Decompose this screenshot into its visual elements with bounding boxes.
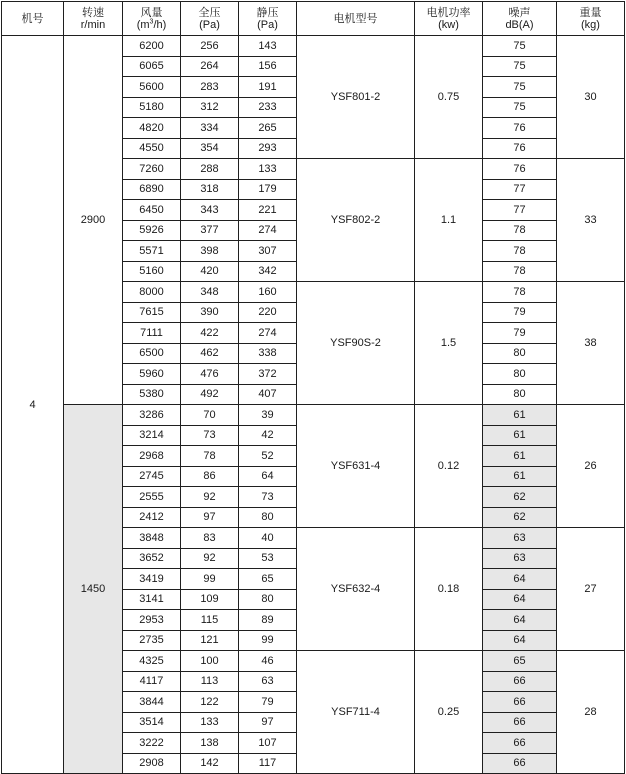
airflow-cell: 3652 — [123, 548, 181, 569]
motor-model-cell: YSF801-2 — [297, 36, 415, 159]
airflow-cell: 8000 — [123, 282, 181, 303]
airflow-cell: 3222 — [123, 733, 181, 754]
static-pressure-cell: 342 — [239, 261, 297, 282]
total-pressure-cell: 420 — [181, 261, 239, 282]
airflow-cell: 2735 — [123, 630, 181, 651]
motor-power-cell: 0.25 — [415, 651, 483, 774]
total-pressure-cell: 334 — [181, 118, 239, 139]
speed-cell: 1450 — [64, 405, 123, 774]
header-noise-label: 噪声 — [508, 6, 531, 19]
header-noise — [483, 2, 557, 36]
header-speed-unit: r/min — [80, 18, 106, 31]
static-pressure-cell: 293 — [239, 138, 297, 159]
noise-cell: 61 — [483, 405, 557, 426]
motor-power-cell: 0.12 — [415, 405, 483, 528]
fan-spec-table — [1, 1, 625, 774]
airflow-cell: 6200 — [123, 36, 181, 57]
noise-cell: 64 — [483, 589, 557, 610]
motor-model-cell: YSF90S-2 — [297, 282, 415, 405]
airflow-cell: 2908 — [123, 753, 181, 774]
noise-cell: 61 — [483, 425, 557, 446]
noise-cell: 78 — [483, 282, 557, 303]
total-pressure-cell: 78 — [181, 446, 239, 467]
noise-cell: 77 — [483, 200, 557, 221]
airflow-cell: 5180 — [123, 97, 181, 118]
static-pressure-cell: 73 — [239, 487, 297, 508]
airflow-cell: 5571 — [123, 241, 181, 262]
header-airflow-unit: $(m^3/h)$ — [136, 17, 167, 31]
airflow-cell: 4117 — [123, 671, 181, 692]
total-pressure-cell: 348 — [181, 282, 239, 303]
static-pressure-cell: 79 — [239, 692, 297, 713]
noise-cell: 64 — [483, 610, 557, 631]
static-pressure-cell: 156 — [239, 56, 297, 77]
total-pressure-cell: 73 — [181, 425, 239, 446]
total-pressure-cell: 256 — [181, 36, 239, 57]
static-pressure-cell: 307 — [239, 241, 297, 262]
noise-cell: 66 — [483, 733, 557, 754]
total-pressure-cell: 343 — [181, 200, 239, 221]
static-pressure-cell: 65 — [239, 569, 297, 590]
noise-cell: 78 — [483, 241, 557, 262]
airflow-cell: 5380 — [123, 384, 181, 405]
table-row — [2, 36, 625, 57]
noise-cell: 76 — [483, 138, 557, 159]
header-total-pressure-unit: (Pa) — [199, 18, 220, 31]
static-pressure-cell: 233 — [239, 97, 297, 118]
total-pressure-cell: 133 — [181, 712, 239, 733]
airflow-cell: 4820 — [123, 118, 181, 139]
total-pressure-cell: 70 — [181, 405, 239, 426]
static-pressure-cell: 42 — [239, 425, 297, 446]
noise-cell: 65 — [483, 651, 557, 672]
static-pressure-cell: 372 — [239, 364, 297, 385]
motor-power-cell: 1.5 — [415, 282, 483, 405]
total-pressure-cell: 354 — [181, 138, 239, 159]
total-pressure-cell: 138 — [181, 733, 239, 754]
total-pressure-cell: 492 — [181, 384, 239, 405]
table-row — [2, 405, 625, 426]
total-pressure-cell: 390 — [181, 302, 239, 323]
static-pressure-cell: 179 — [239, 179, 297, 200]
airflow-cell: 6890 — [123, 179, 181, 200]
static-pressure-cell: 338 — [239, 343, 297, 364]
noise-cell: 66 — [483, 753, 557, 774]
total-pressure-cell: 264 — [181, 56, 239, 77]
static-pressure-cell: 63 — [239, 671, 297, 692]
airflow-cell: 3141 — [123, 589, 181, 610]
total-pressure-cell: 318 — [181, 179, 239, 200]
motor-power-cell: 0.18 — [415, 528, 483, 651]
airflow-cell: 4325 — [123, 651, 181, 672]
static-pressure-cell: 143 — [239, 36, 297, 57]
airflow-cell: 3514 — [123, 712, 181, 733]
weight-cell: 28 — [557, 651, 625, 774]
airflow-cell: 5160 — [123, 261, 181, 282]
static-pressure-cell: 89 — [239, 610, 297, 631]
header-total-pressure-label: 全压 — [198, 6, 221, 19]
total-pressure-cell: 97 — [181, 507, 239, 528]
static-pressure-cell: 46 — [239, 651, 297, 672]
noise-cell: 78 — [483, 261, 557, 282]
header-noise-unit: dB(A) — [505, 18, 534, 31]
motor-model-cell: YSF632-4 — [297, 528, 415, 651]
weight-cell: 27 — [557, 528, 625, 651]
noise-cell: 66 — [483, 712, 557, 733]
weight-cell: 33 — [557, 159, 625, 282]
airflow-cell: 3214 — [123, 425, 181, 446]
airflow-cell: 6500 — [123, 343, 181, 364]
noise-cell: 75 — [483, 77, 557, 98]
noise-cell: 63 — [483, 528, 557, 549]
header-total-pressure — [181, 2, 239, 36]
total-pressure-cell: 283 — [181, 77, 239, 98]
noise-cell: 64 — [483, 630, 557, 651]
weight-cell: 38 — [557, 282, 625, 405]
total-pressure-cell: 121 — [181, 630, 239, 651]
airflow-cell: 2555 — [123, 487, 181, 508]
static-pressure-cell: 64 — [239, 466, 297, 487]
header-weight — [557, 2, 625, 36]
airflow-cell: 7615 — [123, 302, 181, 323]
total-pressure-cell: 122 — [181, 692, 239, 713]
header-static-pressure — [239, 2, 297, 36]
noise-cell: 64 — [483, 569, 557, 590]
noise-cell: 66 — [483, 671, 557, 692]
noise-cell: 76 — [483, 159, 557, 180]
noise-cell: 75 — [483, 97, 557, 118]
noise-cell: 77 — [483, 179, 557, 200]
header-power — [415, 2, 483, 36]
static-pressure-cell: 53 — [239, 548, 297, 569]
airflow-cell: 7260 — [123, 159, 181, 180]
airflow-cell: 5960 — [123, 364, 181, 385]
total-pressure-cell: 100 — [181, 651, 239, 672]
static-pressure-cell: 97 — [239, 712, 297, 733]
noise-cell: 80 — [483, 343, 557, 364]
static-pressure-cell: 80 — [239, 589, 297, 610]
noise-cell: 62 — [483, 487, 557, 508]
motor-model-cell: YSF711-4 — [297, 651, 415, 774]
noise-cell: 79 — [483, 323, 557, 344]
static-pressure-cell: 220 — [239, 302, 297, 323]
machine-no-cell: 4 — [2, 36, 64, 774]
noise-cell: 63 — [483, 548, 557, 569]
total-pressure-cell: 92 — [181, 487, 239, 508]
airflow-cell: 6450 — [123, 200, 181, 221]
weight-cell: 26 — [557, 405, 625, 528]
static-pressure-cell: 107 — [239, 733, 297, 754]
header-power-unit: (kw) — [438, 18, 459, 31]
airflow-cell: 3419 — [123, 569, 181, 590]
total-pressure-cell: 422 — [181, 323, 239, 344]
header-static-pressure-unit: (Pa) — [257, 18, 278, 31]
total-pressure-cell: 462 — [181, 343, 239, 364]
static-pressure-cell: 52 — [239, 446, 297, 467]
noise-cell: 61 — [483, 466, 557, 487]
total-pressure-cell: 99 — [181, 569, 239, 590]
airflow-cell: 3844 — [123, 692, 181, 713]
airflow-cell: 3286 — [123, 405, 181, 426]
airflow-cell: 2953 — [123, 610, 181, 631]
noise-cell: 79 — [483, 302, 557, 323]
motor-power-cell: 1.1 — [415, 159, 483, 282]
airflow-cell: 4550 — [123, 138, 181, 159]
total-pressure-cell: 92 — [181, 548, 239, 569]
noise-cell: 75 — [483, 36, 557, 57]
static-pressure-cell: 80 — [239, 507, 297, 528]
speed-cell: 2900 — [64, 36, 123, 405]
static-pressure-cell: 407 — [239, 384, 297, 405]
total-pressure-cell: 312 — [181, 97, 239, 118]
total-pressure-cell: 377 — [181, 220, 239, 241]
airflow-cell: 2412 — [123, 507, 181, 528]
static-pressure-cell: 117 — [239, 753, 297, 774]
total-pressure-cell: 86 — [181, 466, 239, 487]
noise-cell: 76 — [483, 118, 557, 139]
header-static-pressure-label: 静压 — [256, 6, 279, 19]
static-pressure-cell: 274 — [239, 323, 297, 344]
motor-model-cell: YSF802-2 — [297, 159, 415, 282]
weight-cell: 30 — [557, 36, 625, 159]
static-pressure-cell: 40 — [239, 528, 297, 549]
static-pressure-cell: 191 — [239, 77, 297, 98]
total-pressure-cell: 476 — [181, 364, 239, 385]
static-pressure-cell: 133 — [239, 159, 297, 180]
header-airflow — [123, 2, 181, 36]
total-pressure-cell: 142 — [181, 753, 239, 774]
noise-cell: 78 — [483, 220, 557, 241]
airflow-cell: 7111 — [123, 323, 181, 344]
airflow-cell: 5600 — [123, 77, 181, 98]
total-pressure-cell: 288 — [181, 159, 239, 180]
noise-cell: 75 — [483, 56, 557, 77]
header-row — [2, 2, 625, 36]
noise-cell: 61 — [483, 446, 557, 467]
header-speed-label: 转速 — [82, 6, 104, 19]
noise-cell: 62 — [483, 507, 557, 528]
total-pressure-cell: 109 — [181, 589, 239, 610]
motor-model-cell: YSF631-4 — [297, 405, 415, 528]
header-airflow-label: 风量 — [140, 6, 163, 19]
header-weight-unit: (kg) — [581, 18, 600, 31]
static-pressure-cell: 39 — [239, 405, 297, 426]
noise-cell: 80 — [483, 384, 557, 405]
static-pressure-cell: 221 — [239, 200, 297, 221]
total-pressure-cell: 115 — [181, 610, 239, 631]
header-speed — [64, 2, 123, 36]
airflow-cell: 5926 — [123, 220, 181, 241]
header-weight-label: 重量 — [579, 6, 602, 19]
airflow-cell: 3848 — [123, 528, 181, 549]
noise-cell: 80 — [483, 364, 557, 385]
airflow-cell: 6065 — [123, 56, 181, 77]
total-pressure-cell: 83 — [181, 528, 239, 549]
static-pressure-cell: 265 — [239, 118, 297, 139]
total-pressure-cell: 113 — [181, 671, 239, 692]
airflow-cell: 2968 — [123, 446, 181, 467]
static-pressure-cell: 99 — [239, 630, 297, 651]
header-power-label: 电机功率 — [426, 6, 471, 19]
static-pressure-cell: 160 — [239, 282, 297, 303]
static-pressure-cell: 274 — [239, 220, 297, 241]
header-motor: 电机型号 — [297, 2, 415, 36]
total-pressure-cell: 398 — [181, 241, 239, 262]
motor-power-cell: 0.75 — [415, 36, 483, 159]
airflow-cell: 2745 — [123, 466, 181, 487]
header-model: 机号 — [2, 2, 64, 36]
noise-cell: 66 — [483, 692, 557, 713]
spec-body — [2, 36, 625, 774]
